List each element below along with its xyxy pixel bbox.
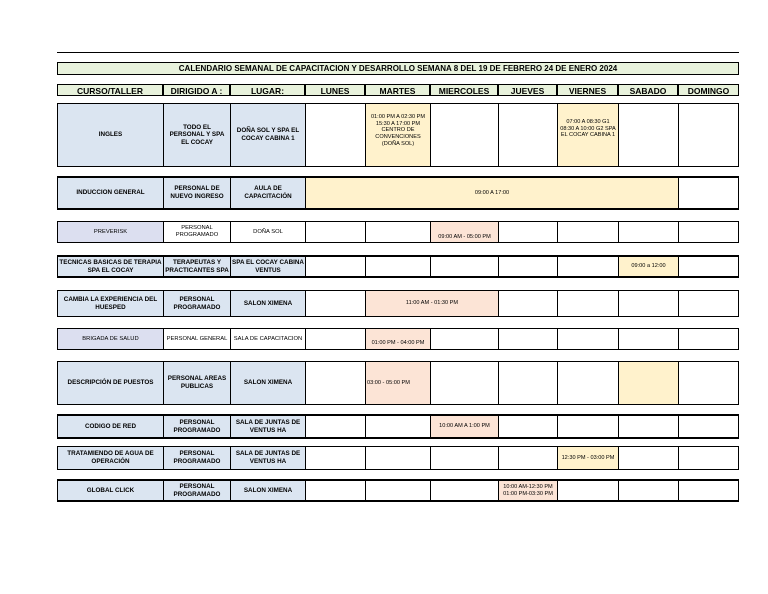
audience-cell: PERSONAL PROGRAMADO xyxy=(164,481,231,500)
domingo-cell xyxy=(679,104,738,166)
header-course: CURSO/TALLER xyxy=(57,84,163,96)
course-cell: GLOBAL CLICK xyxy=(58,481,164,500)
jueves-cell: 10:00 AM-12:30 PM 01:00 PM-03:30 PM xyxy=(499,481,558,500)
viernes-cell xyxy=(558,481,619,500)
audience-cell: PERSONAL PROGRAMADO xyxy=(164,416,231,437)
table-row xyxy=(57,328,739,350)
place-cell: SPA EL COCAY CABINA VENTUS xyxy=(231,257,306,276)
miercoles-cell xyxy=(431,257,499,276)
table-row xyxy=(57,446,739,470)
domingo-cell xyxy=(679,481,738,500)
lunes-cell xyxy=(306,104,366,166)
course-cell: INGLES xyxy=(58,104,164,166)
martes-cell: 01:00 PM A 02:30 PM 15:30 A 17:00 PM CENTRO DE CONVENCIONES (DOÑA SOL) xyxy=(366,104,431,166)
martes-cell xyxy=(366,257,431,276)
course-cell: INDUCCION GENERAL xyxy=(58,178,164,208)
course-cell: TRATAMIENDO DE AGUA DE OPERACIÓN xyxy=(58,447,164,469)
place-cell: DOÑA SOL Y SPA EL COCAY CABINA 1 xyxy=(231,104,306,166)
domingo-cell xyxy=(679,362,738,404)
header-place: LUGAR: xyxy=(230,84,305,96)
audience-cell: PERSONAL PROGRAMADO xyxy=(164,447,231,469)
sabado-cell xyxy=(619,291,679,316)
audience-cell: PERSONAL PROGRAMADO xyxy=(164,291,231,316)
domingo-cell xyxy=(679,257,738,276)
viernes-cell xyxy=(558,222,619,242)
header-domingo: DOMINGO xyxy=(678,84,739,96)
viernes-cell xyxy=(558,362,619,404)
place-cell: SALON XIMENA xyxy=(231,291,306,316)
table-row xyxy=(57,361,739,405)
martes-cell xyxy=(366,481,431,500)
viernes-cell xyxy=(558,416,619,437)
header-audience: DIRIGIDO A : xyxy=(163,84,230,96)
course-cell: PREVERISK xyxy=(58,222,164,242)
miercoles-cell: 09:00 AM - 05:00 PM xyxy=(431,222,499,242)
place-cell: SALON XIMENA xyxy=(231,362,306,404)
header-sabado: SABADO xyxy=(618,84,678,96)
place-cell: SALA DE JUNTAS DE VENTUS HA xyxy=(231,416,306,437)
table-row xyxy=(57,414,739,439)
jueves-cell xyxy=(499,362,558,404)
course-cell: DESCRIPCIÓN DE PUESTOS xyxy=(58,362,164,404)
sabado-cell xyxy=(619,416,679,437)
jueves-cell xyxy=(499,222,558,242)
table-row xyxy=(57,255,739,278)
audience-cell: PERSONAL DE NUEVO INGRESO xyxy=(164,178,231,208)
jueves-cell xyxy=(499,447,558,469)
jueves-cell xyxy=(499,329,558,349)
table-row xyxy=(57,221,739,243)
header-viernes: VIERNES xyxy=(557,84,618,96)
jueves-cell xyxy=(499,104,558,166)
viernes-cell xyxy=(558,291,619,316)
header-miercoles: MIERCOLES xyxy=(430,84,498,96)
place-cell: DOÑA SOL xyxy=(231,222,306,242)
domingo-cell xyxy=(679,329,738,349)
lunes-cell xyxy=(306,291,366,316)
lunes-cell xyxy=(306,257,366,276)
domingo-cell xyxy=(679,416,738,437)
domingo-cell xyxy=(679,178,738,208)
lunes-cell xyxy=(306,329,366,349)
miercoles-cell xyxy=(431,362,499,404)
audience-cell: PERSONAL PROGRAMADO xyxy=(164,222,231,242)
martes-cell xyxy=(366,447,431,469)
miercoles-cell xyxy=(431,481,499,500)
audience-cell: PERSONAL AREAS PUBLICAS xyxy=(164,362,231,404)
martes-cell: 03:00 - 05:00 PM xyxy=(366,362,431,404)
lunes-cell xyxy=(306,362,366,404)
domingo-cell xyxy=(679,291,738,316)
table-row xyxy=(57,103,739,167)
sabado-cell xyxy=(619,481,679,500)
schedule-span-cell: 11:00 AM - 01:30 PM xyxy=(366,291,499,316)
domingo-cell xyxy=(679,447,738,469)
course-cell: TECNICAS BASICAS DE TERAPIA SPA EL COCAY xyxy=(58,257,164,276)
sabado-cell xyxy=(619,329,679,349)
sabado-cell xyxy=(619,104,679,166)
table-row xyxy=(57,176,739,210)
header-martes: MARTES xyxy=(365,84,430,96)
place-cell: SALA DE CAPACITACION xyxy=(231,329,306,349)
audience-cell: TODO EL PERSONAL Y SPA EL COCAY xyxy=(164,104,231,166)
miercoles-cell xyxy=(431,104,499,166)
place-cell: SALA DE JUNTAS DE VENTUS HA xyxy=(231,447,306,469)
header-jueves: JUEVES xyxy=(498,84,557,96)
jueves-cell xyxy=(499,291,558,316)
sabado-cell xyxy=(619,447,679,469)
viernes-cell xyxy=(558,257,619,276)
table-row xyxy=(57,479,739,502)
domingo-cell xyxy=(679,222,738,242)
course-cell: BRIGADA DE SALUD xyxy=(58,329,164,349)
sabado-cell xyxy=(619,222,679,242)
viernes-cell: 12:30 PM - 03:00 PM xyxy=(558,447,619,469)
audience-cell: TERAPEUTAS Y PRACTICANTES SPA xyxy=(164,257,231,276)
jueves-cell xyxy=(499,416,558,437)
table-row xyxy=(57,290,739,317)
martes-cell xyxy=(366,222,431,242)
viernes-cell xyxy=(558,329,619,349)
lunes-cell xyxy=(306,416,366,437)
course-cell: CAMBIA LA EXPERIENCIA DEL HUESPED xyxy=(58,291,164,316)
page-title: CALENDARIO SEMANAL DE CAPACITACION Y DESARROLLO SEMANA 8 DEL 19 DE FEBRERO 24 DE ENERO 2024 xyxy=(57,62,739,75)
place-cell: AULA DE CAPACITACIÓN xyxy=(231,178,306,208)
miercoles-cell: 10:00 AM A 1:00 PM xyxy=(431,416,499,437)
place-cell: SALON XIMENA xyxy=(231,481,306,500)
top-rule xyxy=(57,52,739,53)
sabado-cell xyxy=(619,362,679,404)
miercoles-cell xyxy=(431,447,499,469)
lunes-cell xyxy=(306,447,366,469)
lunes-cell xyxy=(306,222,366,242)
audience-cell: PERSONAL GENERAL xyxy=(164,329,231,349)
jueves-cell xyxy=(499,257,558,276)
miercoles-cell xyxy=(431,329,499,349)
course-cell: CODIGO DE RED xyxy=(58,416,164,437)
viernes-cell: 07:00 A 08:30 G1 08:30 A 10:00 G2 SPA EL COCAY CABINA 1 xyxy=(558,104,619,166)
sabado-cell: 09:00 a 12:00 xyxy=(619,257,679,276)
header-lunes: LUNES xyxy=(305,84,365,96)
martes-cell: 01:00 PM - 04:00 PM xyxy=(366,329,431,349)
martes-cell xyxy=(366,416,431,437)
schedule-span-cell: 09:00 A 17:00 xyxy=(306,178,679,208)
lunes-cell xyxy=(306,481,366,500)
